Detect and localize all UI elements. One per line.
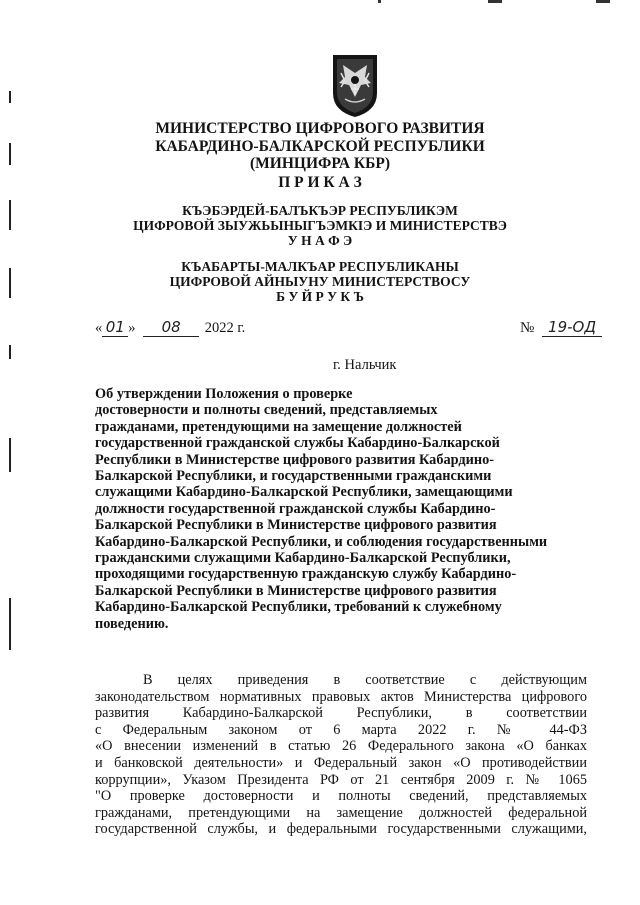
order-title-bal: Б У Й Р У К Ъ: [276, 289, 364, 304]
ministry-name-bal: [0, 259, 640, 289]
subject-line: гражданами, претендующими на замещение должностей: [95, 418, 462, 435]
body-line: коррупции», Указом Президента РФ от 21 сентября 2009 г. № 1065: [95, 771, 587, 788]
ministry-name-ru-line: МИНИСТЕРСТВО ЦИФРОВОГО РАЗВИТИЯ: [155, 120, 485, 137]
subject-line: достоверности и полноты сведений, представляемых: [95, 402, 438, 419]
city: г. Нальчик: [333, 357, 397, 373]
ministry-name-kab: [0, 203, 640, 233]
body-line: гражданами, претендующими на замещение должностей федеральной: [95, 804, 587, 821]
number-sign: №: [520, 320, 535, 336]
scan-mark-left-6: [9, 438, 11, 472]
subject-line: поведению.: [95, 615, 169, 632]
subject-line: гражданскими служащими Кабардино-Балкарской Республики,: [95, 550, 511, 567]
body-line: "О проверке достоверности и полноты сведений, представляемых: [95, 788, 587, 805]
date-day: 01: [102, 318, 128, 337]
date-month: 08: [143, 318, 199, 337]
scan-mark-top-2: [488, 0, 502, 3]
order-number-value: 19-ОД: [542, 318, 602, 337]
ministry-name-ru-line: (МИНЦИФРА КБР): [250, 155, 390, 172]
subject-line: Кабардино-Балкарской Республики, требований к служебному: [95, 599, 502, 616]
order-title-ru: П Р И К А З: [278, 174, 362, 191]
order-title-kab: У Н А Ф Э: [287, 233, 353, 248]
body-line: «О внесении изменений в статью 26 Федерального закона «О банках: [95, 738, 587, 755]
body-line: развития Кабардино-Балкарской Республики, в соответствии: [95, 705, 587, 722]
subject-line: Республики в Министерстве цифрового развития Кабардино-: [95, 451, 494, 468]
scan-mark-left-1: [9, 91, 11, 103]
ministry-name-bal-line: КЪАБАРТЫ-МАЛКЪАР РЕСПУБЛИКАНЫ: [181, 259, 459, 274]
body-line: В целях приведения в соответствие с действующим: [143, 672, 587, 688]
scan-mark-top-1: [378, 0, 381, 3]
kbr-coat-of-arms-icon: [331, 53, 379, 119]
ministry-name-ru: [0, 120, 640, 173]
subject-line: проходящими государственную гражданскую службу Кабардино-: [95, 566, 517, 583]
subject-line: государственной гражданской службы Кабардино-Балкарской: [95, 435, 500, 452]
order-subject: [95, 386, 565, 632]
date-quote-open: «: [95, 320, 103, 336]
subject-line: Об утверждении Положения о проверке: [95, 386, 353, 402]
ministry-name-kab-line: КЪЭБЭРДЕЙ-БАЛЪКЪЭР РЕСПУБЛИКЭМ: [182, 203, 458, 218]
body-line: государственной службы, и федеральными государственными служащими,: [95, 821, 587, 838]
subject-line: Балкарской Республики в Министерстве цифрового развития: [95, 582, 497, 599]
subject-line: Балкарской Республики в Министерстве цифрового развития: [95, 517, 497, 534]
ministry-name-bal-line: ЦИФРОВОЙ АЙНЫУНУ МИНИСТЕРСТВОСУ: [169, 274, 471, 289]
order-body: [95, 672, 587, 838]
subject-line: должности государственной гражданской службы Кабардино-: [95, 500, 496, 517]
scan-mark-left-5: [9, 345, 11, 359]
subject-line: служащими Кабардино-Балкарской Республики, замещающими: [95, 484, 513, 501]
date-year: 2022 г.: [204, 320, 246, 336]
order-number: [520, 318, 602, 337]
ministry-name-kab-line: ЦИФРОВОЙ ЗЫУЖЬЫНЫГЪЭМКIЭ И МИНИСТЕРСТВЭ: [133, 218, 507, 233]
order-date: [95, 318, 245, 337]
body-line: и банковской деятельности» и Федеральный закон «О противодействии: [95, 754, 587, 771]
subject-line: Балкарской Республики, и государственными гражданскими: [95, 468, 492, 485]
body-line: законодательством нормативных правовых актов Министерства цифрового: [95, 688, 587, 705]
scan-mark-top-3: [596, 0, 610, 3]
scan-mark-left-7: [9, 598, 11, 650]
ministry-name-ru-line: КАБАРДИНО-БАЛКАРСКОЙ РЕСПУБЛИКИ: [155, 137, 485, 155]
date-quote-close: »: [128, 320, 136, 336]
subject-line: Кабардино-Балкарской Республики, и соблюдения государственными: [95, 533, 548, 550]
body-line: с Федеральным законом от 6 марта 2022 г. № 44-ФЗ: [95, 721, 587, 738]
